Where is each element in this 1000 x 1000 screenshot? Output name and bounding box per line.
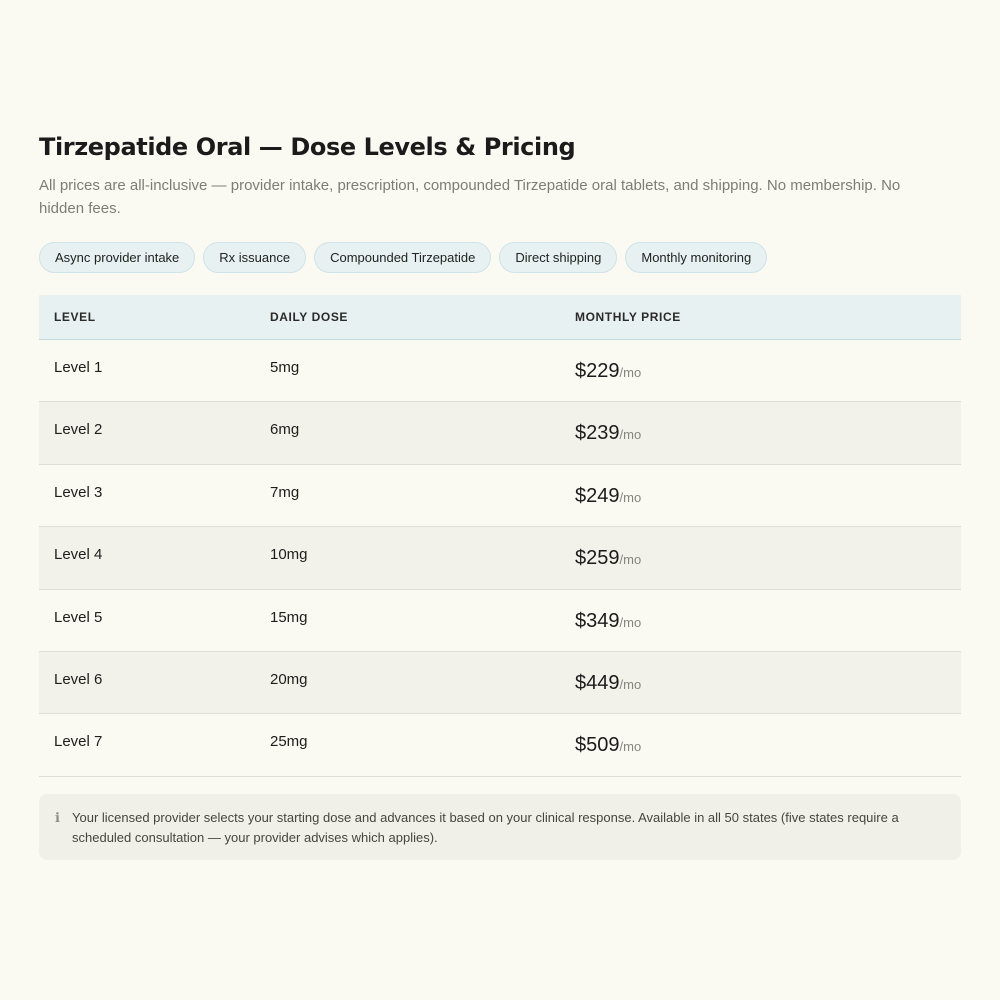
info-icon: ℹ xyxy=(55,809,60,825)
chip-async-provider-intake: Async provider intake xyxy=(39,242,195,273)
table-row xyxy=(39,402,961,464)
feature-chips xyxy=(39,242,961,273)
column-header-monthly-price: MONTHLY PRICE xyxy=(575,310,681,324)
price-cell xyxy=(575,652,961,695)
price-amount: $229 xyxy=(575,360,620,382)
level-cell: Level 6 xyxy=(54,670,103,688)
price-amount: $259 xyxy=(575,547,620,570)
level-cell: Level 5 xyxy=(54,608,103,626)
dose-cell: 20mg xyxy=(270,670,308,688)
table-row xyxy=(39,527,961,589)
note-text: Your licensed provider selects your starting dose and advances it based on your clinical response. Available in all 50 states (five states require a scheduled consultation — your provider advises which applies). xyxy=(72,809,899,845)
price-cell xyxy=(575,465,961,508)
price-unit: /mo xyxy=(619,365,642,380)
chip-monthly-monitoring: Monthly monitoring xyxy=(625,242,767,273)
price-amount: $239 xyxy=(575,422,620,445)
price-amount: $249 xyxy=(575,484,620,507)
level-cell: Level 3 xyxy=(54,483,103,501)
table-body xyxy=(39,340,961,777)
table-row xyxy=(39,590,961,652)
dose-cell: 10mg xyxy=(270,546,308,564)
table-row xyxy=(39,714,961,776)
price-unit: /mo xyxy=(619,489,642,505)
table-row xyxy=(39,465,961,527)
chip-direct-shipping: Direct shipping xyxy=(499,242,617,273)
table-row xyxy=(39,652,961,714)
pricing-section xyxy=(39,131,961,860)
page-title: Tirzepatide Oral — Dose Levels & Pricing xyxy=(39,133,576,161)
price-cell xyxy=(575,714,961,757)
chip-compounded-tirzepatide: Compounded Tirzepatide xyxy=(314,242,491,273)
page-subtitle: All prices are all-inclusive — provider intake, prescription, compounded Tirzepatide oral tablets, and shipping. No membership. No hidden fees. xyxy=(39,177,901,217)
dose-cell: 7mg xyxy=(270,483,300,501)
dosing-note xyxy=(39,794,961,860)
level-cell: Level 7 xyxy=(54,733,103,751)
price-cell xyxy=(575,402,961,445)
price-unit: /mo xyxy=(619,676,642,692)
level-cell: Level 1 xyxy=(54,359,103,376)
price-amount: $449 xyxy=(575,671,620,694)
dose-cell: 15mg xyxy=(270,608,308,626)
table-header xyxy=(39,295,961,340)
dose-cell: 25mg xyxy=(270,733,308,751)
pricing-table xyxy=(39,295,961,777)
table-row xyxy=(39,340,961,402)
level-cell: Level 2 xyxy=(54,421,103,439)
column-header-level: LEVEL xyxy=(54,310,96,324)
chip-rx-issuance: Rx issuance xyxy=(203,242,306,273)
price-amount: $509 xyxy=(575,734,620,757)
price-amount: $349 xyxy=(575,609,620,632)
price-unit: /mo xyxy=(619,614,642,630)
price-cell xyxy=(575,340,961,383)
dose-cell: 5mg xyxy=(270,359,300,376)
price-unit: /mo xyxy=(619,552,642,568)
column-header-daily-dose: DAILY DOSE xyxy=(270,310,349,324)
dose-cell: 6mg xyxy=(270,421,300,439)
level-cell: Level 4 xyxy=(54,546,103,564)
price-cell xyxy=(575,590,961,633)
price-unit: /mo xyxy=(619,739,642,755)
price-unit: /mo xyxy=(619,427,642,443)
price-cell xyxy=(575,527,961,570)
